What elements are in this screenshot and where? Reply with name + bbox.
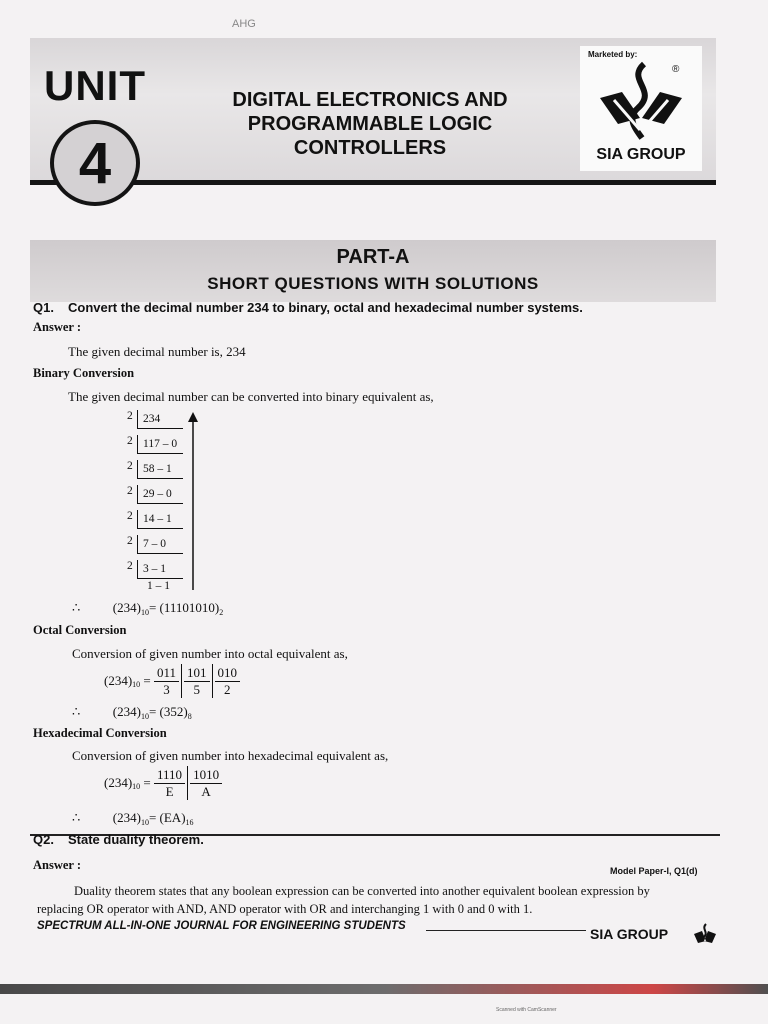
binary-lhs: (234)	[112, 600, 141, 615]
unit-title-line-2: PROGRAMMABLE LOGIC	[247, 113, 493, 135]
sia-emblem-icon	[596, 60, 686, 144]
binary-lhs-base: 10	[140, 608, 149, 617]
part-a-banner	[30, 240, 716, 302]
octal-digit: 2	[224, 681, 231, 697]
divisor: 2	[127, 510, 133, 522]
divisor: 2	[127, 560, 133, 572]
hex-bits: 1010	[190, 767, 222, 784]
octal-digit: 5	[193, 681, 201, 697]
unit-title-line-3: CONTROLLERS	[293, 137, 447, 159]
q1-given: The given decimal number is, 234	[68, 344, 246, 359]
logo-marketed-by: Marketed by:	[588, 50, 638, 59]
octal-result-rhs: = (352)	[148, 704, 188, 719]
footer-rule	[426, 930, 586, 931]
octal-lhs-base: 10	[132, 679, 141, 689]
unit-number-badge	[50, 120, 140, 206]
scanner-watermark: Scanned with CamScanner	[496, 1007, 557, 1013]
quotient-remainder: 117 – 0	[137, 435, 183, 454]
quotient-remainder: 7 – 0	[137, 535, 183, 554]
octal-result	[72, 704, 192, 721]
unit-title-line-1: DIGITAL ELECTRONICS AND	[232, 89, 508, 111]
unit-label: UNIT	[44, 62, 146, 109]
hex-group	[154, 767, 185, 800]
q1-question: Convert the decimal number 234 to binary, octal and hexadecimal number systems.	[68, 300, 583, 315]
octal-result-rhs-base: 8	[187, 712, 192, 721]
q2-question: State duality theorem.	[68, 832, 204, 847]
octal-group	[154, 665, 179, 698]
binary-rhs-base: 2	[219, 608, 224, 617]
therefore-symbol: ∴	[72, 600, 81, 615]
octal-result-lhs-base: 10	[140, 712, 149, 721]
octal-grouping: $(234)_{10}$ = $\frac{011}{3}$ $\frac{101}{5}$ $\frac{010}{2}$	[104, 664, 240, 698]
octal-result-lhs: (234)	[112, 704, 141, 719]
divisor: 2	[127, 435, 133, 447]
binary-result	[72, 600, 223, 617]
q2-answer-label: Answer :	[33, 858, 82, 872]
hex-heading: Hexadecimal Conversion	[33, 726, 167, 740]
divisor: 2	[127, 535, 133, 547]
journal-footer-text: SPECTRUM ALL-IN-ONE JOURNAL FOR ENGINEERING STUDENTS	[37, 920, 406, 932]
octal-intro: Conversion of given number into octal equivalent as,	[72, 646, 348, 661]
hex-intro: Conversion of given number into hexadecimal equivalent as,	[72, 748, 389, 763]
divisor: 2	[127, 460, 133, 472]
binary-rhs: = (11101010)	[148, 600, 220, 615]
hex-lhs: (234)	[104, 775, 133, 790]
unit-number: 4	[78, 130, 112, 196]
footer-brand: SIA GROUP	[590, 926, 669, 942]
binary-intro: The given decimal number can be converted into binary equivalent as,	[68, 389, 434, 404]
binary-heading: Binary Conversion	[33, 366, 135, 380]
divisor: 2	[127, 410, 133, 422]
upward-arrow-icon	[186, 412, 200, 590]
q2-answer-text-line-1: Duality theorem states that any boolean expression can be converted into another equivalent boolean expression by	[74, 884, 650, 898]
q1-number: Q1.	[33, 300, 54, 315]
hex-result-lhs: (234)	[112, 810, 141, 825]
quotient-remainder: 29 – 0	[137, 485, 183, 504]
unit-title	[180, 88, 560, 160]
logo-registered-mark: ®	[672, 64, 680, 75]
therefore-symbol: ∴	[72, 704, 81, 719]
octal-lhs: (234)	[104, 673, 133, 688]
division-last: 1 – 1	[147, 580, 170, 592]
hex-result	[72, 810, 194, 827]
quotient-remainder: 14 – 1	[137, 510, 183, 529]
q2-number: Q2.	[33, 832, 54, 847]
octal-heading: Octal Conversion	[33, 623, 127, 637]
part-a-title: PART-A	[336, 246, 410, 268]
hex-digit: E	[165, 783, 174, 799]
hex-grouping: $(234)_{10}$ = $\frac{1110}{E}$ $\frac{1010}{A}$	[104, 766, 222, 800]
hex-result-rhs-base: 16	[185, 818, 194, 827]
hex-digit: A	[201, 783, 211, 799]
octal-bits: 010	[215, 665, 241, 682]
octal-bits: 101	[184, 665, 210, 682]
quotient-remainder: 234	[137, 410, 183, 429]
q2-answer-text-line-2: replacing OR operator with AND, AND operator with OR and interchanging 1 with 0 and 0 with 1.	[37, 902, 533, 916]
scan-edge-band	[0, 984, 768, 994]
part-a-subtitle: SHORT QUESTIONS WITH SOLUTIONS	[207, 274, 539, 293]
hex-result-rhs: = (EA)	[148, 810, 186, 825]
q2-reference: Model Paper-I, Q1(d)	[610, 866, 698, 876]
octal-digit: 3	[163, 681, 170, 697]
sia-logo	[580, 46, 702, 171]
therefore-symbol: ∴	[72, 810, 81, 825]
hex-result-lhs-base: 10	[140, 818, 149, 827]
octal-group	[215, 665, 241, 698]
divisor: 2	[127, 485, 133, 497]
octal-bits: 011	[154, 665, 179, 682]
hex-group	[190, 767, 222, 800]
hex-bits: 1110	[154, 767, 185, 784]
hex-lhs-base: 10	[132, 781, 141, 791]
logo-name: SIA GROUP	[596, 146, 686, 163]
top-mark: AHG	[232, 18, 256, 30]
octal-group	[184, 665, 210, 698]
quotient-remainder: 3 – 1	[137, 560, 183, 579]
q1-answer-label: Answer :	[33, 320, 82, 334]
sia-emblem-small-icon	[692, 922, 718, 946]
quotient-remainder: 58 – 1	[137, 460, 183, 479]
